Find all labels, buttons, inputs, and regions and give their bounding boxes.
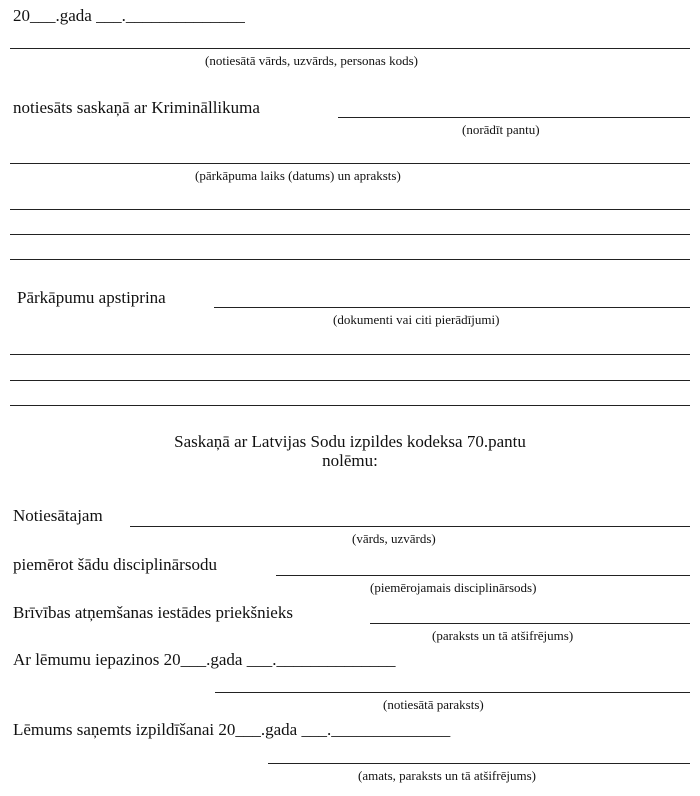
head-signature-line	[370, 623, 690, 624]
convicted-label: notiesāts saskaņā ar Krimināllikuma	[13, 98, 260, 117]
position-signature-line	[268, 763, 690, 764]
evidence-line-4	[10, 405, 690, 406]
caption-name: (notiesātā vārds, uzvārds, personas kods)	[205, 53, 418, 68]
received-line: Lēmums saņemts izpildīšanai 20___.gada ___.______________	[13, 720, 451, 739]
decision-heading-1: Saskaņā ar Latvijas Sodu izpildes kodeksa 70.pantu	[174, 432, 526, 451]
header-date-line: 20___.gada ___.______________	[13, 6, 245, 25]
convict-name-line	[130, 526, 690, 527]
caption-penalty: (piemērojamais disciplinārsods)	[370, 580, 537, 595]
evidence-line-2	[10, 354, 690, 355]
penalty-line	[276, 575, 690, 576]
confirmed-label: Pārkāpumu apstiprina	[17, 288, 166, 307]
offense-line-3	[10, 234, 690, 235]
caption-position-signature: (amats, paraksts un tā atšifrējums)	[358, 768, 536, 783]
caption-offense: (pārkāpuma laiks (datums) un apraksts)	[195, 168, 401, 183]
caption-convict-signature: (notiesātā paraksts)	[383, 697, 484, 712]
head-label: Brīvības atņemšanas iestādes priekšnieks	[13, 603, 293, 622]
evidence-line	[214, 307, 690, 308]
offense-line-4	[10, 259, 690, 260]
caption-article: (norādīt pantu)	[462, 122, 540, 137]
evidence-line-3	[10, 380, 690, 381]
name-line	[10, 48, 690, 49]
caption-convict-name: (vārds, uzvārds)	[352, 531, 436, 546]
decision-heading-2: nolēmu:	[322, 451, 378, 470]
convict-label: Notiesātajam	[13, 506, 103, 525]
acquainted-line: Ar lēmumu iepazinos 20___.gada ___.______________	[13, 650, 396, 669]
article-line	[338, 117, 690, 118]
offense-line-2	[10, 209, 690, 210]
apply-label: piemērot šādu disciplinārsodu	[13, 555, 217, 574]
offense-line-1	[10, 163, 690, 164]
convict-signature-line	[215, 692, 690, 693]
caption-evidence: (dokumenti vai citi pierādījumi)	[333, 312, 500, 327]
caption-signature: (paraksts un tā atšifrējums)	[432, 628, 574, 643]
